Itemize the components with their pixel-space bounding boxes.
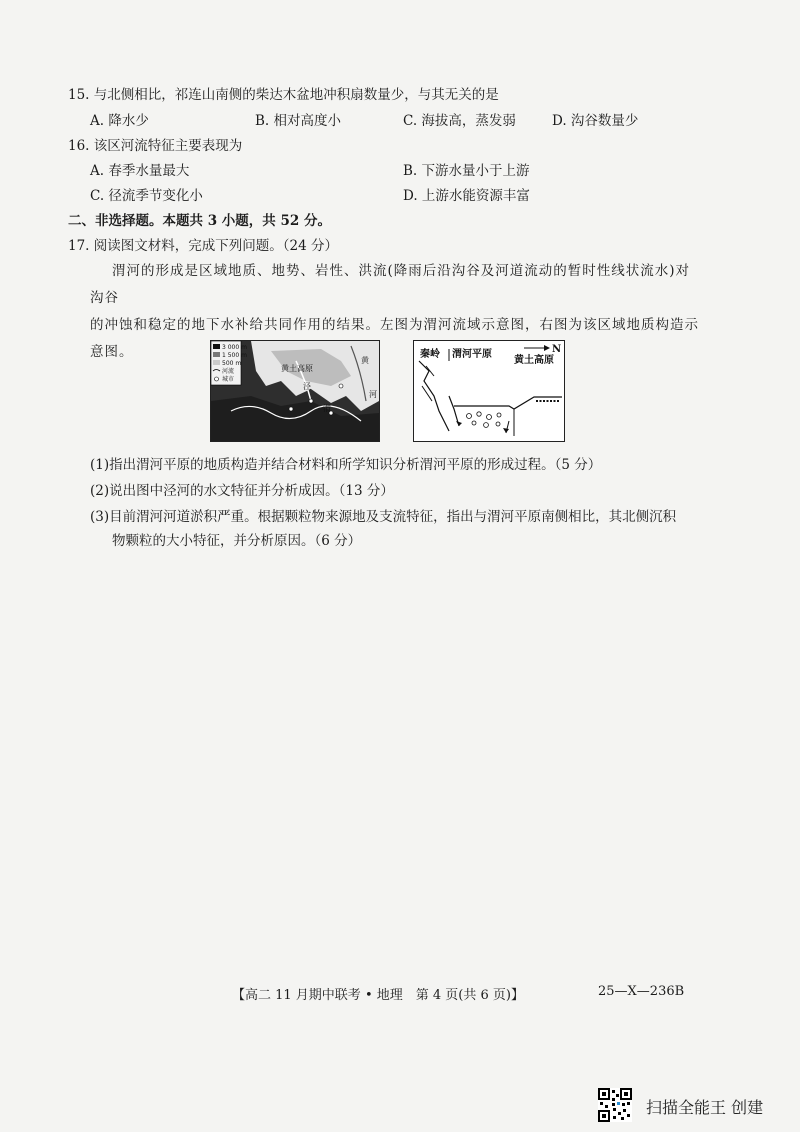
map-legend-city: 城市: [222, 376, 235, 383]
map-legend-500: 500 m: [222, 360, 242, 367]
map-svg: [211, 341, 379, 441]
map-legend-1500: 1 500 m: [222, 352, 247, 359]
q16-stem: 16. 该区河流特征主要表现为: [68, 138, 243, 154]
map-legend-river: 河流: [222, 368, 235, 375]
q15-option-d: D. 沟谷数量少: [552, 113, 639, 129]
section-label-loess-plateau: 黄土高原: [514, 355, 554, 366]
q17-material: [90, 258, 700, 366]
section-svg: [414, 341, 564, 441]
wei-river-basin-map: [210, 340, 380, 442]
scanner-watermark-text: 扫描全能王 创建: [646, 1098, 764, 1117]
map-label-loess-plateau: 黄土高原: [281, 364, 313, 373]
q17-sub2: (2)说出图中泾河的水文特征并分析成因。（13 分）: [90, 483, 394, 499]
q17-sub3-line2: 物颗粒的大小特征，并分析原因。（6 分）: [112, 533, 362, 549]
map-label-wei: 渭: [323, 404, 331, 413]
q16-option-c: C. 径流季节变化小: [90, 188, 203, 204]
map-label-he: 河: [369, 390, 377, 399]
section-label-qinling: 秦岭: [420, 349, 440, 360]
map-legend-3000: 3 000 m: [222, 344, 247, 351]
qr-code-icon: [598, 1088, 632, 1122]
scanner-watermark: [598, 1088, 778, 1122]
page-code: 25—X—236B: [598, 984, 685, 999]
q15-option-c: C. 海拔高，蒸发弱: [403, 113, 516, 129]
q15-option-b: B. 相对高度小: [255, 113, 342, 129]
section-label-north: N: [552, 344, 562, 355]
q16-option-d: D. 上游水能资源丰富: [403, 188, 530, 204]
q16-option-b: B. 下游水量小于上游: [403, 163, 530, 179]
q17-material-line3: 意图。: [90, 344, 134, 360]
section-label-wei-plain: 渭河平原: [452, 349, 492, 360]
map-label-jing: 泾: [303, 382, 311, 391]
q17-stem: 17. 阅读图文材料，完成下列问题。（24 分）: [68, 238, 338, 254]
q17-sub1: (1)指出渭河平原的地质构造并结合材料和所学知识分析渭河平原的形成过程。（5 分）: [90, 457, 602, 473]
geologic-section-diagram: [413, 340, 565, 442]
map-label-huang: 黄: [361, 356, 369, 365]
q17-sub3-line1: (3)目前渭河河道淤积严重。根据颗粒物来源地及支流特征，指出与渭河平原南侧相比，其北侧沉积: [90, 509, 677, 525]
q17-material-line1: 渭河的形成是区域地质、地势、岩性、洪流(降雨后沿沟谷及河道流动的暂时性线状流水)对沟谷: [90, 263, 691, 306]
page-footer: 【高二 11 月期中联考 • 地理 第 4 页(共 6 页)】: [232, 988, 524, 1003]
q17-material-line2: 的冲蚀和稳定的地下水补给共同作用的结果。左图为渭河流域示意图，右图为该区域地质构造示: [90, 317, 699, 333]
q15-stem: 15. 与北侧相比，祁连山南侧的柴达木盆地冲积扇数量少，与其无关的是: [68, 87, 499, 103]
section2-heading: 二、非选择题。本题共 3 小题，共 52 分。: [68, 213, 331, 229]
q15-option-a: A. 降水少: [90, 113, 149, 129]
q16-option-a: A. 春季水量最大: [90, 163, 190, 179]
